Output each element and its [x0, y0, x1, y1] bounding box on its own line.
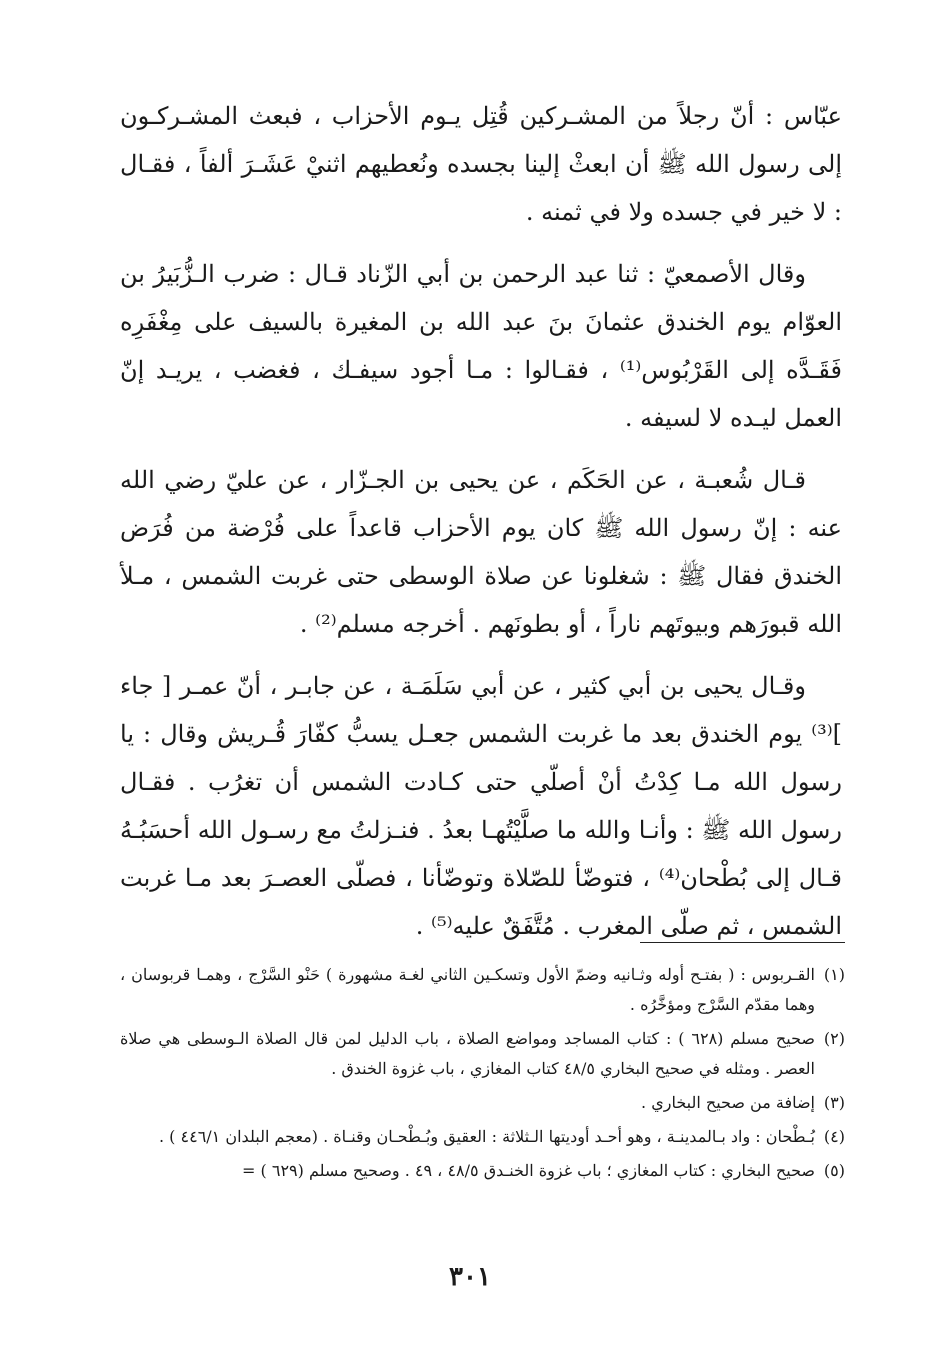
- paragraph-2: وقال الأصمعيّ : ثنا عبد الرحمن بن أبي الزّناد قـال : ضرب الـزُّبَيرُ بن العوّام يوم الخندق عثمانَ بنَ عبد الله بن المغيرة بالسيف على مِغْفَرِه فَقَـدَّه إلى القَرْبُوس⁽¹⁾ ، فقـالوا : مـا أجود سيفـك ، فغضب ، يريـد إنّ العمل ليـده لا لسيفه .: [120, 260, 842, 432]
- footnote-4: [120, 1122, 845, 1152]
- main-text: [120, 92, 842, 964]
- footnote-text: إضافة من صحيح البخاري .: [641, 1093, 815, 1112]
- footnote-text: صحيح البخاري : كتاب المغازي ؛ باب غزوة الخنـدق ٤٨/٥ ، ٤٩ . وصحيح مسلم (٦٢٩ ) =: [242, 1161, 815, 1180]
- footnotes: [120, 960, 845, 1190]
- footnote-number: (٤): [823, 1127, 845, 1146]
- footnote-number: (١): [823, 965, 845, 984]
- footnote-number: (٣): [823, 1093, 845, 1112]
- footnote-number: (٥): [823, 1161, 845, 1180]
- paragraph-1: عبّاس : أنّ رجلاً من المشـركين قُتِل يـوم الأحزاب ، فبعث المشـركـون إلى رسول الله ﷺ أن ابعثْ إلينا بجسده ونُعطيهم اثنيْ عَشَـرَ ألفاً ، فقـال : لا خير في جسده ولا في ثمنه .: [120, 102, 842, 226]
- paragraph-4: وقـال يحيى بن أبي كثير ، عن أبي سَلَمَـة ، عن جابـر ، أنّ عمـر [ جاء ]⁽³⁾ يوم الخندق بعد ما غربت الشمس جعـل يسبُّ كفّارَ قُـريش وقال : يا رسول الله مـا كِدْتُ أنْ أصلّي حتى كـادت الشمس أن تغرُب . فقـال رسول الله ﷺ : وأنـا والله ما صلَّيْتُهـا بعدُ . فنـزلتُ مع رسـول الله أحسَبُـهُ قـال إلى بُطْحان⁽⁴⁾ ، فتوضّأ للصّلاة وتوضّأنا ، فصلّى العصـرَ بعد مـا غربت الشمس ، ثم صلّى المغرب . مُتَّفَقٌ عليه⁽⁵⁾ .: [120, 672, 842, 940]
- footnote-1: [120, 960, 845, 1020]
- footnote-2: [120, 1024, 845, 1084]
- footnote-number: (٢): [823, 1029, 845, 1048]
- page-number: ٣٠١: [449, 1262, 491, 1292]
- paragraph-3: قـال شُعبـة ، عن الحَكَم ، عن يحيى بن الجـزّار ، عن عليّ رضي الله عنه : إنّ رسول الله ﷺ كان يوم الأحزاب قاعداً على فُرْضة من فُرَض الخندق فقال ﷺ : شغلونا عن صلاة الوسطى حتى غربت الشمس ، مـلأ الله قبورَهم وبيوتَهم ناراً ، أو بطونَهم . أخرجه مسلم⁽²⁾ .: [120, 466, 842, 638]
- footnote-text: صحيح مسلم (٦٢٨ ) : كتاب المساجد ومواضع الصلاة ، باب الدليل لمن قال الصلاة الـوسطى هي صلاة العصر . ومثله في صحيح البخاري ٤٨/٥ كتاب المغازي ، باب غزوة الخندق .: [120, 1029, 815, 1078]
- footnote-text: بُـطْحان : واد بـالمدينـة ، وهو أحـد أوديتها الـثلاثة : العقيق وبُـطْحـان وقنـاة . (معجم البلدان ٤٤٦/١ ) .: [159, 1127, 815, 1146]
- footnote-3: [120, 1088, 845, 1118]
- footnote-separator: [640, 942, 845, 943]
- footnote-text: القـربوس : ( بفتـح أوله وثـانيه وضمّ الأول وتسكـين الثاني لغـة مشهورة ) حَنْو السَّرْج ، وهمـا قربوسان ، وهما مقدّم السَّرْج ومؤخَّرُه .: [120, 965, 815, 1014]
- footnote-5: [120, 1156, 845, 1186]
